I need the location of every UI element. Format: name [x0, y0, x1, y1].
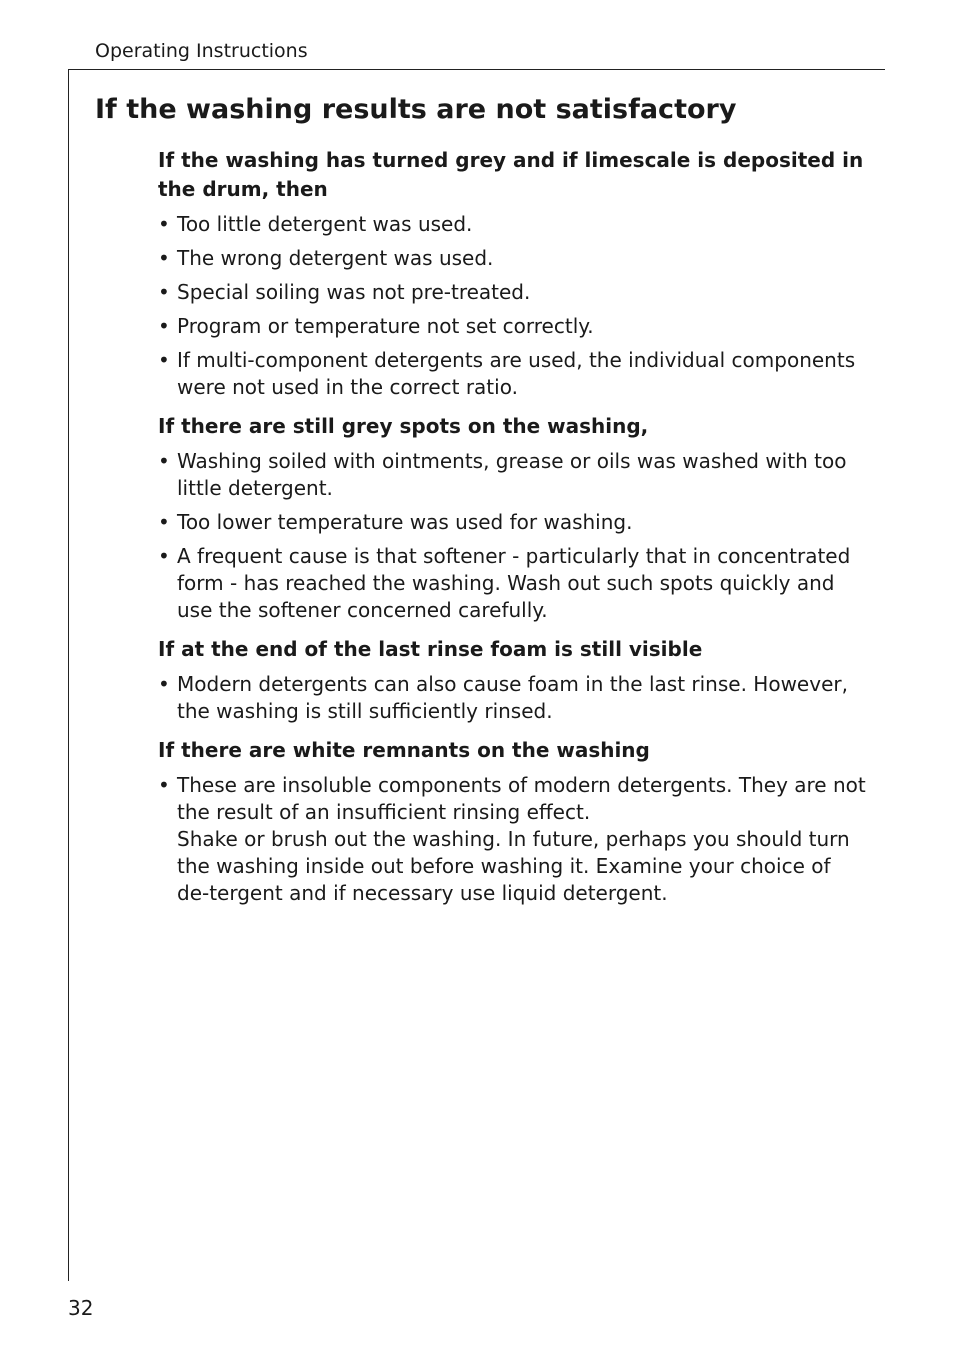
bullet-icon: • [158, 246, 170, 270]
list-item [158, 313, 868, 340]
bullet-icon: • [158, 280, 170, 304]
section-grey-limescale [158, 146, 868, 401]
list-item-text: Too lower temperature was used for washing. [177, 510, 633, 534]
running-header: Operating Instructions [95, 40, 308, 62]
list-item-text: The wrong detergent was used. [177, 246, 494, 270]
list-item [158, 279, 868, 306]
list-item-text: Special soiling was not pre-treated. [177, 280, 531, 304]
bullet-icon: • [158, 314, 170, 338]
section-white-remnants [158, 736, 868, 907]
bullet-icon: • [158, 672, 170, 696]
list-item [158, 347, 868, 401]
list-item-text: Modern detergents can also cause foam in the last rinse. However, the washing is still sufficiently rinsed. [177, 672, 848, 723]
section-heading: If there are white remnants on the washing [158, 738, 650, 762]
list-item [158, 671, 868, 725]
content [158, 146, 868, 907]
bullet-icon: • [158, 544, 170, 568]
page-title: If the washing results are not satisfactory [95, 94, 737, 125]
section-heading: If there are still grey spots on the washing, [158, 414, 649, 438]
bullet-icon: • [158, 510, 170, 534]
list-item [158, 509, 868, 536]
bullet-list [158, 448, 868, 624]
list-item [158, 245, 868, 272]
bullet-list [158, 671, 868, 725]
list-item [158, 448, 868, 502]
list-item-text: These are insoluble components of modern detergents. They are not the result of an insufficient rinsing effect. [177, 773, 866, 824]
list-item [158, 211, 868, 238]
bullet-icon: • [158, 212, 170, 236]
section-heading: If the washing has turned grey and if limescale is deposited in the drum, then [158, 148, 864, 201]
list-item-text: Too little detergent was used. [177, 212, 473, 236]
list-item [158, 772, 868, 907]
bullet-list [158, 772, 868, 907]
bullet-list [158, 211, 868, 401]
header-rule [68, 69, 885, 70]
section-grey-spots [158, 412, 868, 624]
bullet-icon: • [158, 773, 170, 797]
section-foam-visible [158, 635, 868, 725]
bullet-icon: • [158, 449, 170, 473]
list-item-text: Washing soiled with ointments, grease or oils was washed with too little detergent. [177, 449, 847, 500]
page-number: 32 [68, 1296, 94, 1320]
bullet-icon: • [158, 348, 170, 372]
list-item-text: Program or temperature not set correctly. [177, 314, 594, 338]
list-item [158, 543, 868, 624]
list-item-text: A frequent cause is that softener - particularly that in concentrated form - has reached the washing. Wash out such spots quickly and use the softener concerned carefully. [177, 544, 851, 622]
section-heading: If at the end of the last rinse foam is still visible [158, 637, 703, 661]
list-item-text: If multi-component detergents are used, the individual components were not used in the correct ratio. [177, 348, 856, 399]
left-margin-rule [68, 69, 69, 1281]
list-item-continuation: Shake or brush out the washing. In future, perhaps you should turn the washing inside out before washing it. Examine your choice of de-tergent and if necessary use liquid detergent. [177, 827, 850, 905]
